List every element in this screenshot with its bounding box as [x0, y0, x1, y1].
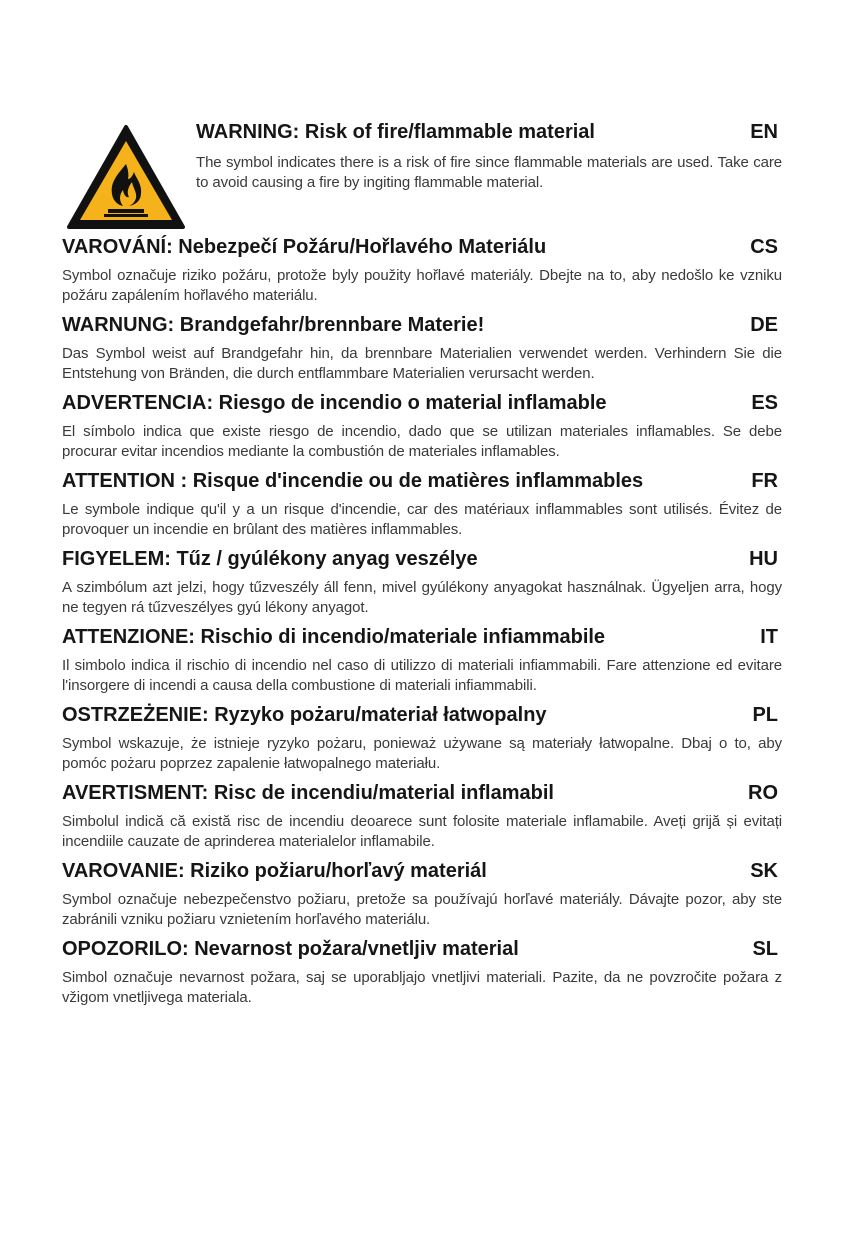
section-pl [62, 704, 782, 782]
section-title: FIGYELEM: Tűz / gyúlékony anyag veszélye [62, 548, 478, 570]
section-body: Simbol označuje nevarnost požara, saj se uporabljajo vnetljivi materiali. Pazite, da ne povzročite požara z vžigom vnetljivega materiala. [62, 969, 782, 1006]
language-code: RO [748, 782, 778, 804]
section-de [62, 314, 782, 392]
en-header [196, 121, 782, 147]
section-it [62, 626, 782, 704]
section-title: WARNUNG: Brandgefahr/brennbare Materie! [62, 314, 485, 336]
section-title: ATTENTION : Risque d'incendie ou de matières inflammables [62, 470, 644, 492]
language-code: IT [760, 626, 778, 648]
language-sections [62, 236, 782, 1016]
section-body: Das Symbol weist auf Brandgefahr hin, da brennbare Materialien verwendet werden. Verhindern Sie die Entstehung von Bränden, die durch entflammbare Materialien verursacht werden. [62, 345, 782, 382]
language-code: PL [752, 704, 778, 726]
section-fr [62, 470, 782, 548]
en-code: EN [750, 121, 778, 143]
language-code: CS [750, 236, 778, 258]
section-title: ADVERTENCIA: Riesgo de incendio o material inflamable [62, 392, 607, 414]
section-hu [62, 548, 782, 626]
section-ro [62, 782, 782, 860]
language-code: ES [751, 392, 778, 414]
en-title: WARNING: Risk of fire/flammable material [196, 121, 595, 143]
section-body: Le symbole indique qu'il y a un risque d'incendie, car des matériaux inflammables sont utilisés. Évitez de provoquer un incendie en brûlant des matières inflammables. [62, 501, 782, 538]
language-code: HU [749, 548, 778, 570]
en-body: The symbol indicates there is a risk of fire since flammable materials are used. Take care to avoid causing a fire by ingiting flammable material. [196, 154, 782, 191]
section-body: Il simbolo indica il rischio di incendio nel caso di utilizzo di materiali infiammabili. Fare attenzione ed evitare l'insorgere di incendi a causa della combustione di materiali infiammabili. [62, 657, 782, 694]
section-title: OSTRZEŻENIE: Ryzyko pożaru/materiał łatwopalny [62, 704, 547, 726]
section-title: ATTENZIONE: Rischio di incendio/materiale infiammabile [62, 626, 606, 648]
section-body: Symbol wskazuje, że istnieje ryzyko pożaru, ponieważ używane są materiały łatwopalne. Dbaj o to, aby pomóc pożaru poprzez zapalenie łatwopalnego materiału. [62, 735, 782, 772]
flammable-warning-icon [66, 124, 186, 230]
language-code: SL [752, 938, 778, 960]
section-body: Symbol označuje nebezpečenstvo požiaru, pretože sa používajú horľavé materiály. Dávajte pozor, aby ste zabránili vzniku požiaru vznietením horľavého materiálu. [62, 891, 782, 928]
section-sk [62, 860, 782, 938]
section-title: OPOZORILO: Nevarnost požara/vnetljiv material [62, 938, 519, 960]
section-body: El símbolo indica que existe riesgo de incendio, dado que se utilizan materiales inflamables. Se debe procurar evitar incendios mediante la combustión de materiales inflamables. [62, 423, 782, 460]
language-code: DE [750, 314, 778, 336]
section-title: VAROVANIE: Riziko požiaru/horľavý materiál [62, 860, 487, 882]
section-body: Symbol označuje riziko požáru, protože byly použity hořlavé materiály. Dbejte na to, aby nedošlo ke vzniku požáru zapálením hořlavého materiálu. [62, 267, 782, 304]
section-body: Simbolul indică că există risc de incendiu deoarece sunt folosite materiale inflamabile. Aveți grijă și evitați incendiile cauzate de aprinderea materialelor inflamabile. [62, 813, 782, 850]
section-es [62, 392, 782, 470]
section-body: A szimbólum azt jelzi, hogy tűzveszély áll fenn, mivel gyúlékony anyagokat használnak. Ügyeljen arra, hogy ne tegyen rá tűzveszélyes gyú lékony anyagot. [62, 579, 782, 616]
language-code: SK [750, 860, 778, 882]
section-cs [62, 236, 782, 314]
section-title: VAROVÁNÍ: Nebezpečí Požáru/Hořlavého Materiálu [62, 236, 547, 258]
section-title: AVERTISMENT: Risc de incendiu/material inflamabil [62, 782, 554, 804]
language-code: FR [751, 470, 778, 492]
section-sl [62, 938, 782, 1016]
